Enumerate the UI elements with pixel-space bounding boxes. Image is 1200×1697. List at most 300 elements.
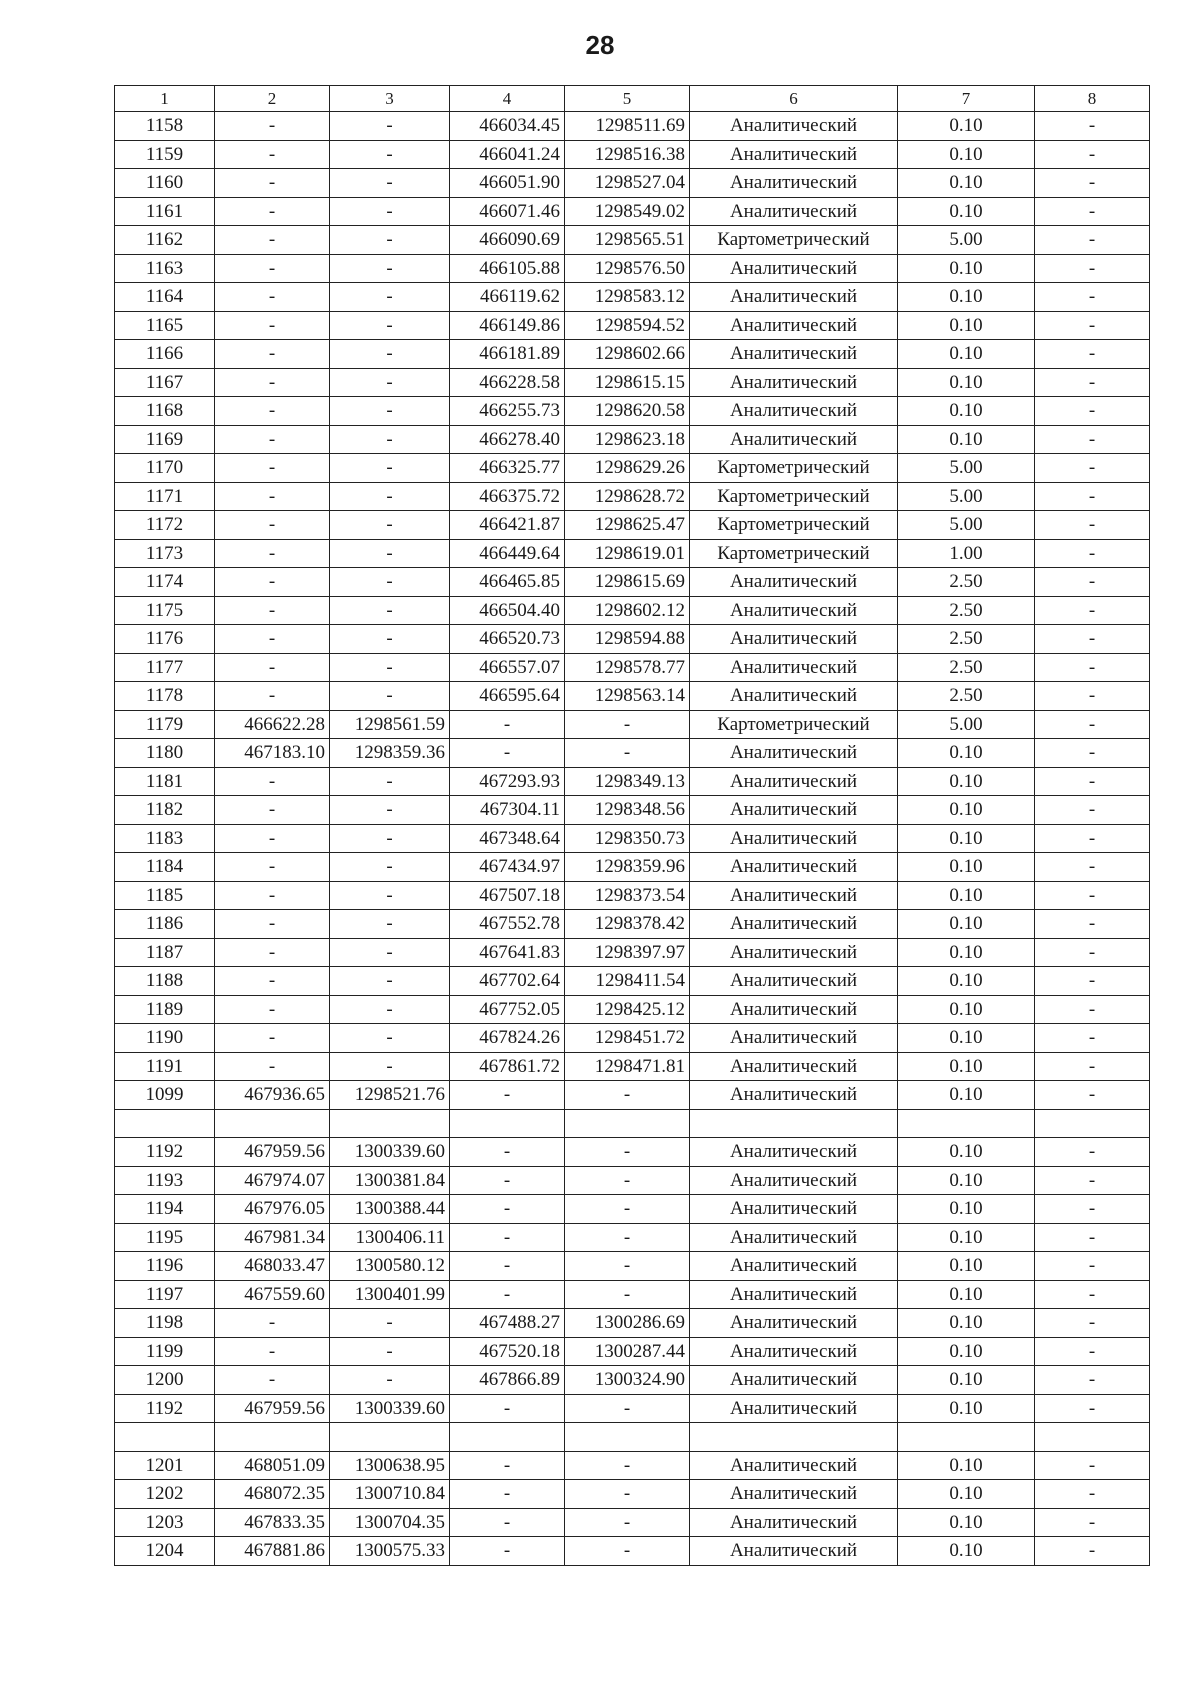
table-cell: Аналитический xyxy=(690,739,898,768)
table-cell: - xyxy=(1035,1480,1150,1509)
table-cell: - xyxy=(330,910,450,939)
table-cell: 467974.07 xyxy=(215,1166,330,1195)
table-cell: 0.10 xyxy=(898,995,1035,1024)
table-cell: 1193 xyxy=(115,1166,215,1195)
table-cell: 1191 xyxy=(115,1052,215,1081)
table-cell: 1298576.50 xyxy=(565,254,690,283)
coordinates-table xyxy=(114,85,1150,1566)
table-cell: - xyxy=(330,625,450,654)
table-cell: Картометрический xyxy=(690,454,898,483)
table-cell: - xyxy=(1035,653,1150,682)
table-cell: 1298350.73 xyxy=(565,824,690,853)
table-cell: 467641.83 xyxy=(450,938,565,967)
table-cell: 1298623.18 xyxy=(565,425,690,454)
table-cell: 0.10 xyxy=(898,1195,1035,1224)
table-cell: Картометрический xyxy=(690,226,898,255)
table-cell: - xyxy=(215,1024,330,1053)
table-cell: 1194 xyxy=(115,1195,215,1224)
table-row xyxy=(115,596,1150,625)
table-cell: 467183.10 xyxy=(215,739,330,768)
table-cell: 467304.11 xyxy=(450,796,565,825)
table-cell: 0.10 xyxy=(898,169,1035,198)
table-cell: 1298620.58 xyxy=(565,397,690,426)
table-cell: 1298563.14 xyxy=(565,682,690,711)
column-header: 7 xyxy=(898,86,1035,112)
table-cell: - xyxy=(330,454,450,483)
table-cell: - xyxy=(1035,1537,1150,1566)
table-cell: 1192 xyxy=(115,1138,215,1167)
table-cell: 1300704.35 xyxy=(330,1508,450,1537)
table-row xyxy=(115,653,1150,682)
table-cell: Аналитический xyxy=(690,1195,898,1224)
table-cell: 466051.90 xyxy=(450,169,565,198)
table-cell: Аналитический xyxy=(690,853,898,882)
table-cell: - xyxy=(330,653,450,682)
table-cell: 1158 xyxy=(115,112,215,141)
table-cell: - xyxy=(215,767,330,796)
table-cell: - xyxy=(1035,995,1150,1024)
table-cell: - xyxy=(215,340,330,369)
table-cell: 1180 xyxy=(115,739,215,768)
table-row xyxy=(115,425,1150,454)
table-cell: 1298397.97 xyxy=(565,938,690,967)
table-cell: 1300339.60 xyxy=(330,1138,450,1167)
table-cell: - xyxy=(215,112,330,141)
table-cell: Картометрический xyxy=(690,511,898,540)
table-cell: 466041.24 xyxy=(450,140,565,169)
table-row xyxy=(115,1195,1150,1224)
table-cell: - xyxy=(215,625,330,654)
table-cell: Аналитический xyxy=(690,340,898,369)
table-cell: - xyxy=(1035,767,1150,796)
table-cell: 0.10 xyxy=(898,1508,1035,1537)
table-cell: 0.10 xyxy=(898,938,1035,967)
table-row xyxy=(115,368,1150,397)
table-cell: - xyxy=(215,283,330,312)
table-cell: Аналитический xyxy=(690,910,898,939)
table-row xyxy=(115,482,1150,511)
table-cell: 1182 xyxy=(115,796,215,825)
table-cell: 1200 xyxy=(115,1366,215,1395)
table-cell: 466622.28 xyxy=(215,710,330,739)
table-cell: 1168 xyxy=(115,397,215,426)
table-cell: - xyxy=(215,853,330,882)
table-cell: 1189 xyxy=(115,995,215,1024)
table-cell: 0.10 xyxy=(898,425,1035,454)
table-cell: - xyxy=(1035,254,1150,283)
table-cell: Аналитический xyxy=(690,1337,898,1366)
table-cell: 467881.86 xyxy=(215,1537,330,1566)
table-cell: 1185 xyxy=(115,881,215,910)
table-cell: 1298625.47 xyxy=(565,511,690,540)
table-cell: 2.50 xyxy=(898,682,1035,711)
table-row xyxy=(115,112,1150,141)
table-cell: Аналитический xyxy=(690,425,898,454)
table-cell: - xyxy=(1035,1337,1150,1366)
table-cell: 1298359.96 xyxy=(565,853,690,882)
table-cell: 467520.18 xyxy=(450,1337,565,1366)
table-cell: 467488.27 xyxy=(450,1309,565,1338)
table-cell: - xyxy=(1035,482,1150,511)
table-cell: 1198 xyxy=(115,1309,215,1338)
table-cell: Аналитический xyxy=(690,682,898,711)
table-row xyxy=(115,254,1150,283)
table-cell: - xyxy=(1035,112,1150,141)
table-row xyxy=(115,1138,1150,1167)
table-cell: - xyxy=(450,739,565,768)
table-cell: 466228.58 xyxy=(450,368,565,397)
table-cell: 466034.45 xyxy=(450,112,565,141)
table-cell: - xyxy=(330,226,450,255)
table-cell: 1300339.60 xyxy=(330,1394,450,1423)
table-cell: - xyxy=(1035,568,1150,597)
column-header: 4 xyxy=(450,86,565,112)
table-cell: Аналитический xyxy=(690,1166,898,1195)
table-cell: - xyxy=(330,1366,450,1395)
table-cell: 1298561.59 xyxy=(330,710,450,739)
table-row xyxy=(115,340,1150,369)
table-row xyxy=(115,1337,1150,1366)
table-cell: 0.10 xyxy=(898,140,1035,169)
table-row xyxy=(115,938,1150,967)
table-cell: 466504.40 xyxy=(450,596,565,625)
table-cell: Аналитический xyxy=(690,1081,898,1110)
table-cell: - xyxy=(330,995,450,1024)
table-cell: Аналитический xyxy=(690,796,898,825)
table-cell xyxy=(115,1109,215,1138)
table-cell: 467752.05 xyxy=(450,995,565,1024)
table-cell: 1183 xyxy=(115,824,215,853)
table-row xyxy=(115,283,1150,312)
table-cell xyxy=(565,1423,690,1452)
table-cell: 1298527.04 xyxy=(565,169,690,198)
table-cell: 0.10 xyxy=(898,853,1035,882)
table-cell: 1204 xyxy=(115,1537,215,1566)
table-cell: - xyxy=(215,881,330,910)
table-cell: 1298359.36 xyxy=(330,739,450,768)
table-cell: - xyxy=(450,710,565,739)
table-cell: - xyxy=(330,311,450,340)
table-cell: 1298615.15 xyxy=(565,368,690,397)
table-row xyxy=(115,539,1150,568)
table-cell: - xyxy=(1035,824,1150,853)
table-cell: - xyxy=(1035,1366,1150,1395)
table-cell: - xyxy=(330,482,450,511)
table-cell: - xyxy=(330,938,450,967)
table-cell: Аналитический xyxy=(690,596,898,625)
table-cell: - xyxy=(215,368,330,397)
table-cell: Аналитический xyxy=(690,1280,898,1309)
table-cell: - xyxy=(450,1252,565,1281)
table-cell: 0.10 xyxy=(898,340,1035,369)
table-row xyxy=(115,1480,1150,1509)
table-row xyxy=(115,739,1150,768)
table-cell: - xyxy=(1035,1223,1150,1252)
table-cell: 5.00 xyxy=(898,710,1035,739)
table-cell: - xyxy=(1035,596,1150,625)
table-cell: 1298602.12 xyxy=(565,596,690,625)
table-cell: Аналитический xyxy=(690,1508,898,1537)
column-header: 1 xyxy=(115,86,215,112)
table-cell: Аналитический xyxy=(690,1394,898,1423)
table-cell: - xyxy=(565,739,690,768)
table-cell: 1170 xyxy=(115,454,215,483)
table-cell: 1160 xyxy=(115,169,215,198)
table-cell: 1298615.69 xyxy=(565,568,690,597)
table-cell: 1300324.90 xyxy=(565,1366,690,1395)
table-cell: - xyxy=(1035,796,1150,825)
table-cell: 1298411.54 xyxy=(565,967,690,996)
table-cell: - xyxy=(1035,539,1150,568)
table-cell: 466278.40 xyxy=(450,425,565,454)
table-cell: 0.10 xyxy=(898,881,1035,910)
table-cell: 0.10 xyxy=(898,254,1035,283)
column-header: 5 xyxy=(565,86,690,112)
table-row xyxy=(115,511,1150,540)
table-cell: 1300580.12 xyxy=(330,1252,450,1281)
table-cell: 1172 xyxy=(115,511,215,540)
table-cell: - xyxy=(1035,1166,1150,1195)
table-cell: 467434.97 xyxy=(450,853,565,882)
table-cell: 1159 xyxy=(115,140,215,169)
table-cell: Аналитический xyxy=(690,140,898,169)
table-cell: 0.10 xyxy=(898,967,1035,996)
table-cell: 1298521.76 xyxy=(330,1081,450,1110)
table-cell: - xyxy=(565,1537,690,1566)
table-row xyxy=(115,1252,1150,1281)
table-cell: 1298425.12 xyxy=(565,995,690,1024)
table-cell: 466071.46 xyxy=(450,197,565,226)
table-cell: 1161 xyxy=(115,197,215,226)
table-cell: - xyxy=(215,1366,330,1395)
table-cell: - xyxy=(330,1052,450,1081)
table-cell: 1203 xyxy=(115,1508,215,1537)
table-cell: - xyxy=(330,824,450,853)
table-cell: - xyxy=(330,397,450,426)
table-cell: 0.10 xyxy=(898,1138,1035,1167)
table-cell: - xyxy=(1035,1508,1150,1537)
table-cell: - xyxy=(1035,1138,1150,1167)
table-cell: Аналитический xyxy=(690,1309,898,1338)
table-cell: - xyxy=(330,853,450,882)
table-cell: - xyxy=(565,1451,690,1480)
table-row xyxy=(115,397,1150,426)
table-cell: 466465.85 xyxy=(450,568,565,597)
table-cell: Аналитический xyxy=(690,625,898,654)
table-cell: 1300638.95 xyxy=(330,1451,450,1480)
table-cell: 466119.62 xyxy=(450,283,565,312)
table-cell: 466149.86 xyxy=(450,311,565,340)
table-cell: 0.10 xyxy=(898,1081,1035,1110)
table-cell: - xyxy=(1035,1309,1150,1338)
table-row xyxy=(115,881,1150,910)
table-cell: 1195 xyxy=(115,1223,215,1252)
table-cell: 1300710.84 xyxy=(330,1480,450,1509)
table-cell: 466595.64 xyxy=(450,682,565,711)
table-cell: - xyxy=(215,1052,330,1081)
table-cell: Аналитический xyxy=(690,1223,898,1252)
table-cell: - xyxy=(330,881,450,910)
table-cell: Аналитический xyxy=(690,653,898,682)
table-cell xyxy=(450,1423,565,1452)
table-cell: - xyxy=(330,967,450,996)
table-cell: Аналитический xyxy=(690,368,898,397)
table-cell: - xyxy=(1035,197,1150,226)
table-cell: 1187 xyxy=(115,938,215,967)
table-cell: - xyxy=(1035,283,1150,312)
table-row xyxy=(115,1081,1150,1110)
table-cell: 1197 xyxy=(115,1280,215,1309)
table-cell: Картометрический xyxy=(690,710,898,739)
table-cell: - xyxy=(215,539,330,568)
table-cell: 1298619.01 xyxy=(565,539,690,568)
table-cell: - xyxy=(450,1537,565,1566)
table-cell: 0.10 xyxy=(898,1537,1035,1566)
table-cell: - xyxy=(1035,169,1150,198)
table-cell: 1199 xyxy=(115,1337,215,1366)
table-row xyxy=(115,568,1150,597)
table-cell: 0.10 xyxy=(898,311,1035,340)
table-cell: 1184 xyxy=(115,853,215,882)
table-cell: - xyxy=(330,1337,450,1366)
table-cell: - xyxy=(1035,938,1150,967)
table-cell: 1174 xyxy=(115,568,215,597)
table-row xyxy=(115,967,1150,996)
table-cell: - xyxy=(215,482,330,511)
table-cell: 1300575.33 xyxy=(330,1537,450,1566)
table-cell: - xyxy=(215,596,330,625)
table-cell: 1178 xyxy=(115,682,215,711)
table-row xyxy=(115,169,1150,198)
table-cell: 1298578.77 xyxy=(565,653,690,682)
table-cell: - xyxy=(1035,682,1150,711)
table-cell: 5.00 xyxy=(898,482,1035,511)
table-cell: 467936.65 xyxy=(215,1081,330,1110)
table-cell: 1196 xyxy=(115,1252,215,1281)
table-cell xyxy=(215,1423,330,1452)
table-row xyxy=(115,1223,1150,1252)
table-cell: 467552.78 xyxy=(450,910,565,939)
table-cell: - xyxy=(1035,368,1150,397)
table-cell: Аналитический xyxy=(690,1451,898,1480)
table-cell: 2.50 xyxy=(898,625,1035,654)
table-cell: - xyxy=(215,796,330,825)
table-cell: Аналитический xyxy=(690,767,898,796)
table-cell: 467959.56 xyxy=(215,1138,330,1167)
table-cell xyxy=(215,1109,330,1138)
table-cell: - xyxy=(330,568,450,597)
table-cell: - xyxy=(565,1508,690,1537)
table-cell: 1163 xyxy=(115,254,215,283)
table-cell: Аналитический xyxy=(690,881,898,910)
table-cell: - xyxy=(330,197,450,226)
table-row xyxy=(115,1166,1150,1195)
table-cell: 1300381.84 xyxy=(330,1166,450,1195)
page-number: 28 xyxy=(585,30,615,60)
table-cell: 5.00 xyxy=(898,454,1035,483)
table-cell: 1188 xyxy=(115,967,215,996)
table-cell: - xyxy=(215,1337,330,1366)
table-cell: - xyxy=(1035,710,1150,739)
table-cell: 467702.64 xyxy=(450,967,565,996)
table-row xyxy=(115,1366,1150,1395)
table-cell: 1190 xyxy=(115,1024,215,1053)
table-cell: - xyxy=(215,254,330,283)
table-cell: - xyxy=(1035,1252,1150,1281)
table-cell: - xyxy=(450,1451,565,1480)
table-cell: 1162 xyxy=(115,226,215,255)
table-cell: - xyxy=(330,596,450,625)
table-cell: - xyxy=(450,1081,565,1110)
table-cell: - xyxy=(215,568,330,597)
table-cell: 2.50 xyxy=(898,653,1035,682)
table-cell: - xyxy=(1035,853,1150,882)
table-cell: 0.10 xyxy=(898,739,1035,768)
table-cell: 467981.34 xyxy=(215,1223,330,1252)
table-cell: 1298516.38 xyxy=(565,140,690,169)
table-cell: 467348.64 xyxy=(450,824,565,853)
table-row xyxy=(115,1024,1150,1053)
table-cell: 0.10 xyxy=(898,1451,1035,1480)
table-cell: - xyxy=(1035,226,1150,255)
table-row xyxy=(115,853,1150,882)
table-cell: 1181 xyxy=(115,767,215,796)
table-cell: - xyxy=(215,511,330,540)
table-cell: - xyxy=(565,1166,690,1195)
table-cell: - xyxy=(1035,1052,1150,1081)
table-cell: 1298471.81 xyxy=(565,1052,690,1081)
table-cell: 0.10 xyxy=(898,1366,1035,1395)
table-row xyxy=(115,682,1150,711)
table-cell: 0.10 xyxy=(898,368,1035,397)
table-row xyxy=(115,1423,1150,1452)
table-cell: 466449.64 xyxy=(450,539,565,568)
table-cell: 467824.26 xyxy=(450,1024,565,1053)
table-cell: - xyxy=(1035,454,1150,483)
table-cell: Аналитический xyxy=(690,254,898,283)
table-cell: 1298378.42 xyxy=(565,910,690,939)
table-row xyxy=(115,995,1150,1024)
table-cell: Аналитический xyxy=(690,568,898,597)
table-cell: Аналитический xyxy=(690,1480,898,1509)
table-row xyxy=(115,1394,1150,1423)
table-cell: Аналитический xyxy=(690,967,898,996)
table-cell: 0.10 xyxy=(898,112,1035,141)
table-cell: 5.00 xyxy=(898,511,1035,540)
table-cell: - xyxy=(215,967,330,996)
table-cell: 0.10 xyxy=(898,796,1035,825)
table-cell: - xyxy=(565,710,690,739)
table-cell: 2.50 xyxy=(898,568,1035,597)
table-cell: 1164 xyxy=(115,283,215,312)
table-cell: - xyxy=(330,1309,450,1338)
table-cell: - xyxy=(215,910,330,939)
table-cell: Аналитический xyxy=(690,995,898,1024)
table-cell: - xyxy=(450,1166,565,1195)
table-cell: 466421.87 xyxy=(450,511,565,540)
table-cell: 1300287.44 xyxy=(565,1337,690,1366)
table-cell: - xyxy=(215,397,330,426)
table-cell: 468072.35 xyxy=(215,1480,330,1509)
table-cell: - xyxy=(215,995,330,1024)
table-cell: - xyxy=(330,682,450,711)
table-cell: - xyxy=(215,140,330,169)
table-cell: Аналитический xyxy=(690,197,898,226)
table-cell: 466255.73 xyxy=(450,397,565,426)
table-header-row xyxy=(115,86,1150,112)
table-row xyxy=(115,311,1150,340)
table-cell xyxy=(330,1109,450,1138)
